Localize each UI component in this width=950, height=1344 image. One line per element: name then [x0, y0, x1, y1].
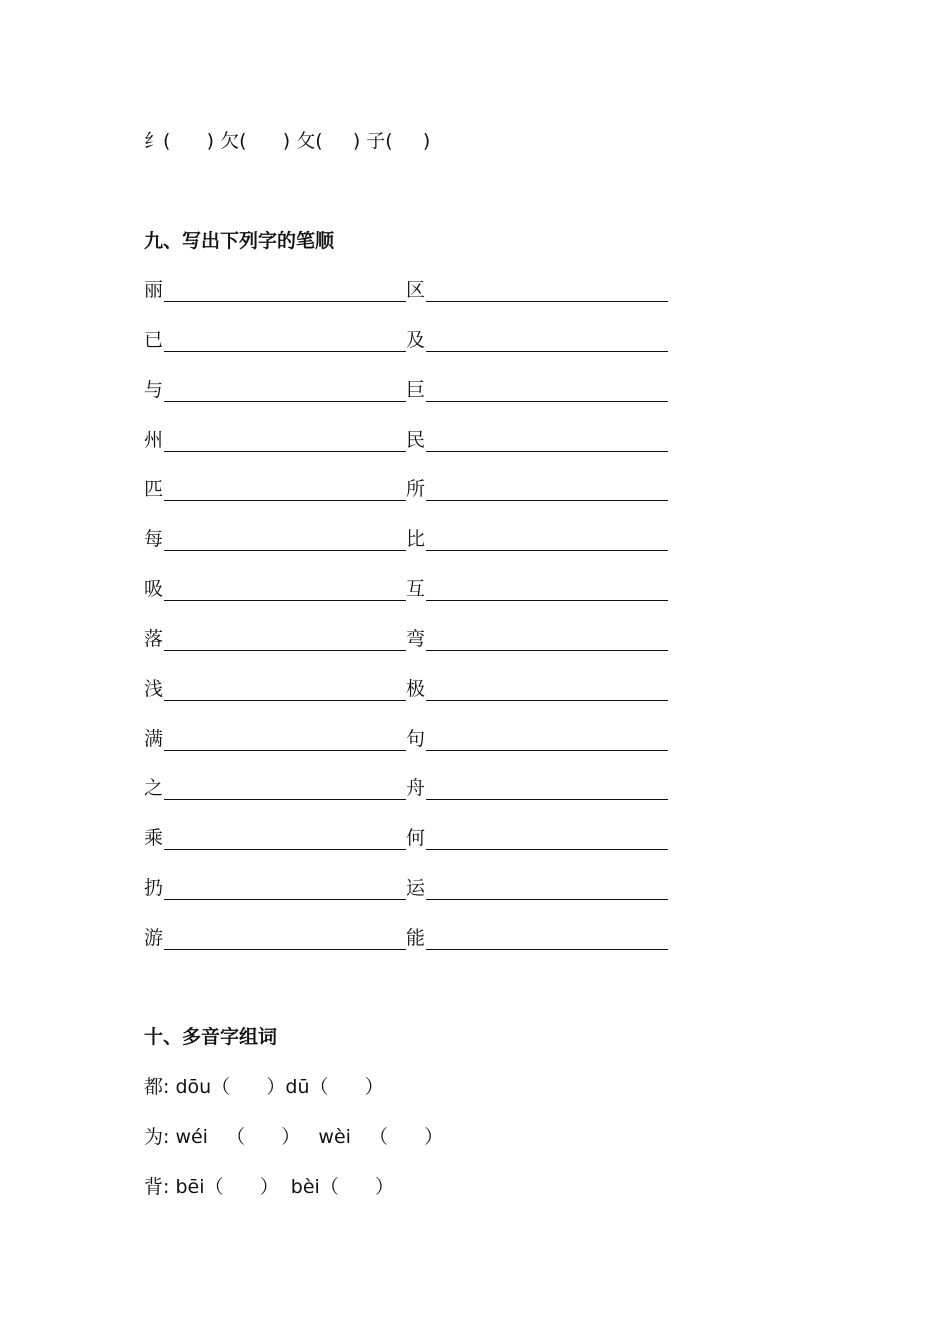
answer-blank[interactable] [164, 577, 406, 601]
stroke-char: 匹 [144, 478, 164, 500]
stroke-char: 舟 [406, 777, 426, 799]
stroke-char: 所 [406, 478, 426, 500]
stroke-char: 弯 [406, 628, 426, 650]
stroke-char: 民 [406, 429, 426, 451]
stroke-char: 每 [144, 528, 164, 550]
stroke-order-row [144, 826, 674, 850]
stroke-char: 能 [406, 927, 426, 949]
stroke-order-row [144, 527, 674, 551]
stroke-order-row [144, 727, 674, 751]
section-9-title: 九、写出下列字的笔顺 [144, 230, 335, 252]
stroke-order-row [144, 278, 674, 302]
answer-blank[interactable] [164, 926, 406, 950]
stroke-char: 极 [406, 678, 426, 700]
answer-blank[interactable] [164, 477, 406, 501]
answer-blank[interactable] [164, 677, 406, 701]
stroke-char: 乘 [144, 827, 164, 849]
answer-blank[interactable] [426, 826, 668, 850]
stroke-char: 扔 [144, 877, 164, 899]
stroke-char: 游 [144, 927, 164, 949]
radical-exercise-line: 纟( ) 欠( ) 攵( ) 子( ) [144, 130, 431, 152]
answer-blank[interactable] [426, 727, 668, 751]
stroke-order-row [144, 328, 674, 352]
answer-blank[interactable] [426, 876, 668, 900]
stroke-char: 互 [406, 578, 426, 600]
answer-blank[interactable] [164, 278, 406, 302]
stroke-order-row [144, 477, 674, 501]
answer-blank[interactable] [164, 776, 406, 800]
answer-blank[interactable] [426, 776, 668, 800]
stroke-char: 与 [144, 379, 164, 401]
stroke-char: 及 [406, 329, 426, 351]
answer-blank[interactable] [426, 278, 668, 302]
answer-blank[interactable] [426, 677, 668, 701]
answer-blank[interactable] [426, 477, 668, 501]
answer-blank[interactable] [164, 876, 406, 900]
answer-blank[interactable] [164, 527, 406, 551]
answer-blank[interactable] [426, 328, 668, 352]
stroke-char: 运 [406, 877, 426, 899]
stroke-char: 何 [406, 827, 426, 849]
stroke-char: 比 [406, 528, 426, 550]
polyphone-line-bei: 背: bēi（ ） bèi（ ） [144, 1176, 395, 1198]
polyphone-line-dou: 都: dōu（ ）dū（ ） [144, 1076, 384, 1098]
stroke-char: 吸 [144, 578, 164, 600]
answer-blank[interactable] [426, 527, 668, 551]
stroke-char: 落 [144, 628, 164, 650]
section-10-title: 十、多音字组词 [144, 1026, 278, 1048]
answer-blank[interactable] [426, 577, 668, 601]
answer-blank[interactable] [164, 826, 406, 850]
stroke-char: 浅 [144, 678, 164, 700]
stroke-order-row [144, 776, 674, 800]
stroke-char: 已 [144, 329, 164, 351]
stroke-order-row [144, 577, 674, 601]
stroke-char: 区 [406, 279, 426, 301]
stroke-char: 之 [144, 777, 164, 799]
answer-blank[interactable] [164, 627, 406, 651]
stroke-order-row [144, 926, 674, 950]
stroke-char: 丽 [144, 279, 164, 301]
answer-blank[interactable] [426, 926, 668, 950]
answer-blank[interactable] [426, 627, 668, 651]
stroke-order-row [144, 876, 674, 900]
polyphone-line-wei: 为: wéi （ ） wèi （ ） [144, 1126, 444, 1148]
stroke-order-row [144, 428, 674, 452]
stroke-char: 句 [406, 728, 426, 750]
stroke-char: 满 [144, 728, 164, 750]
stroke-order-row [144, 677, 674, 701]
answer-blank[interactable] [164, 378, 406, 402]
stroke-order-row [144, 627, 674, 651]
answer-blank[interactable] [164, 328, 406, 352]
answer-blank[interactable] [426, 428, 668, 452]
answer-blank[interactable] [164, 727, 406, 751]
answer-blank[interactable] [164, 428, 406, 452]
stroke-char: 州 [144, 429, 164, 451]
stroke-char: 巨 [406, 379, 426, 401]
answer-blank[interactable] [426, 378, 668, 402]
stroke-order-row [144, 378, 674, 402]
